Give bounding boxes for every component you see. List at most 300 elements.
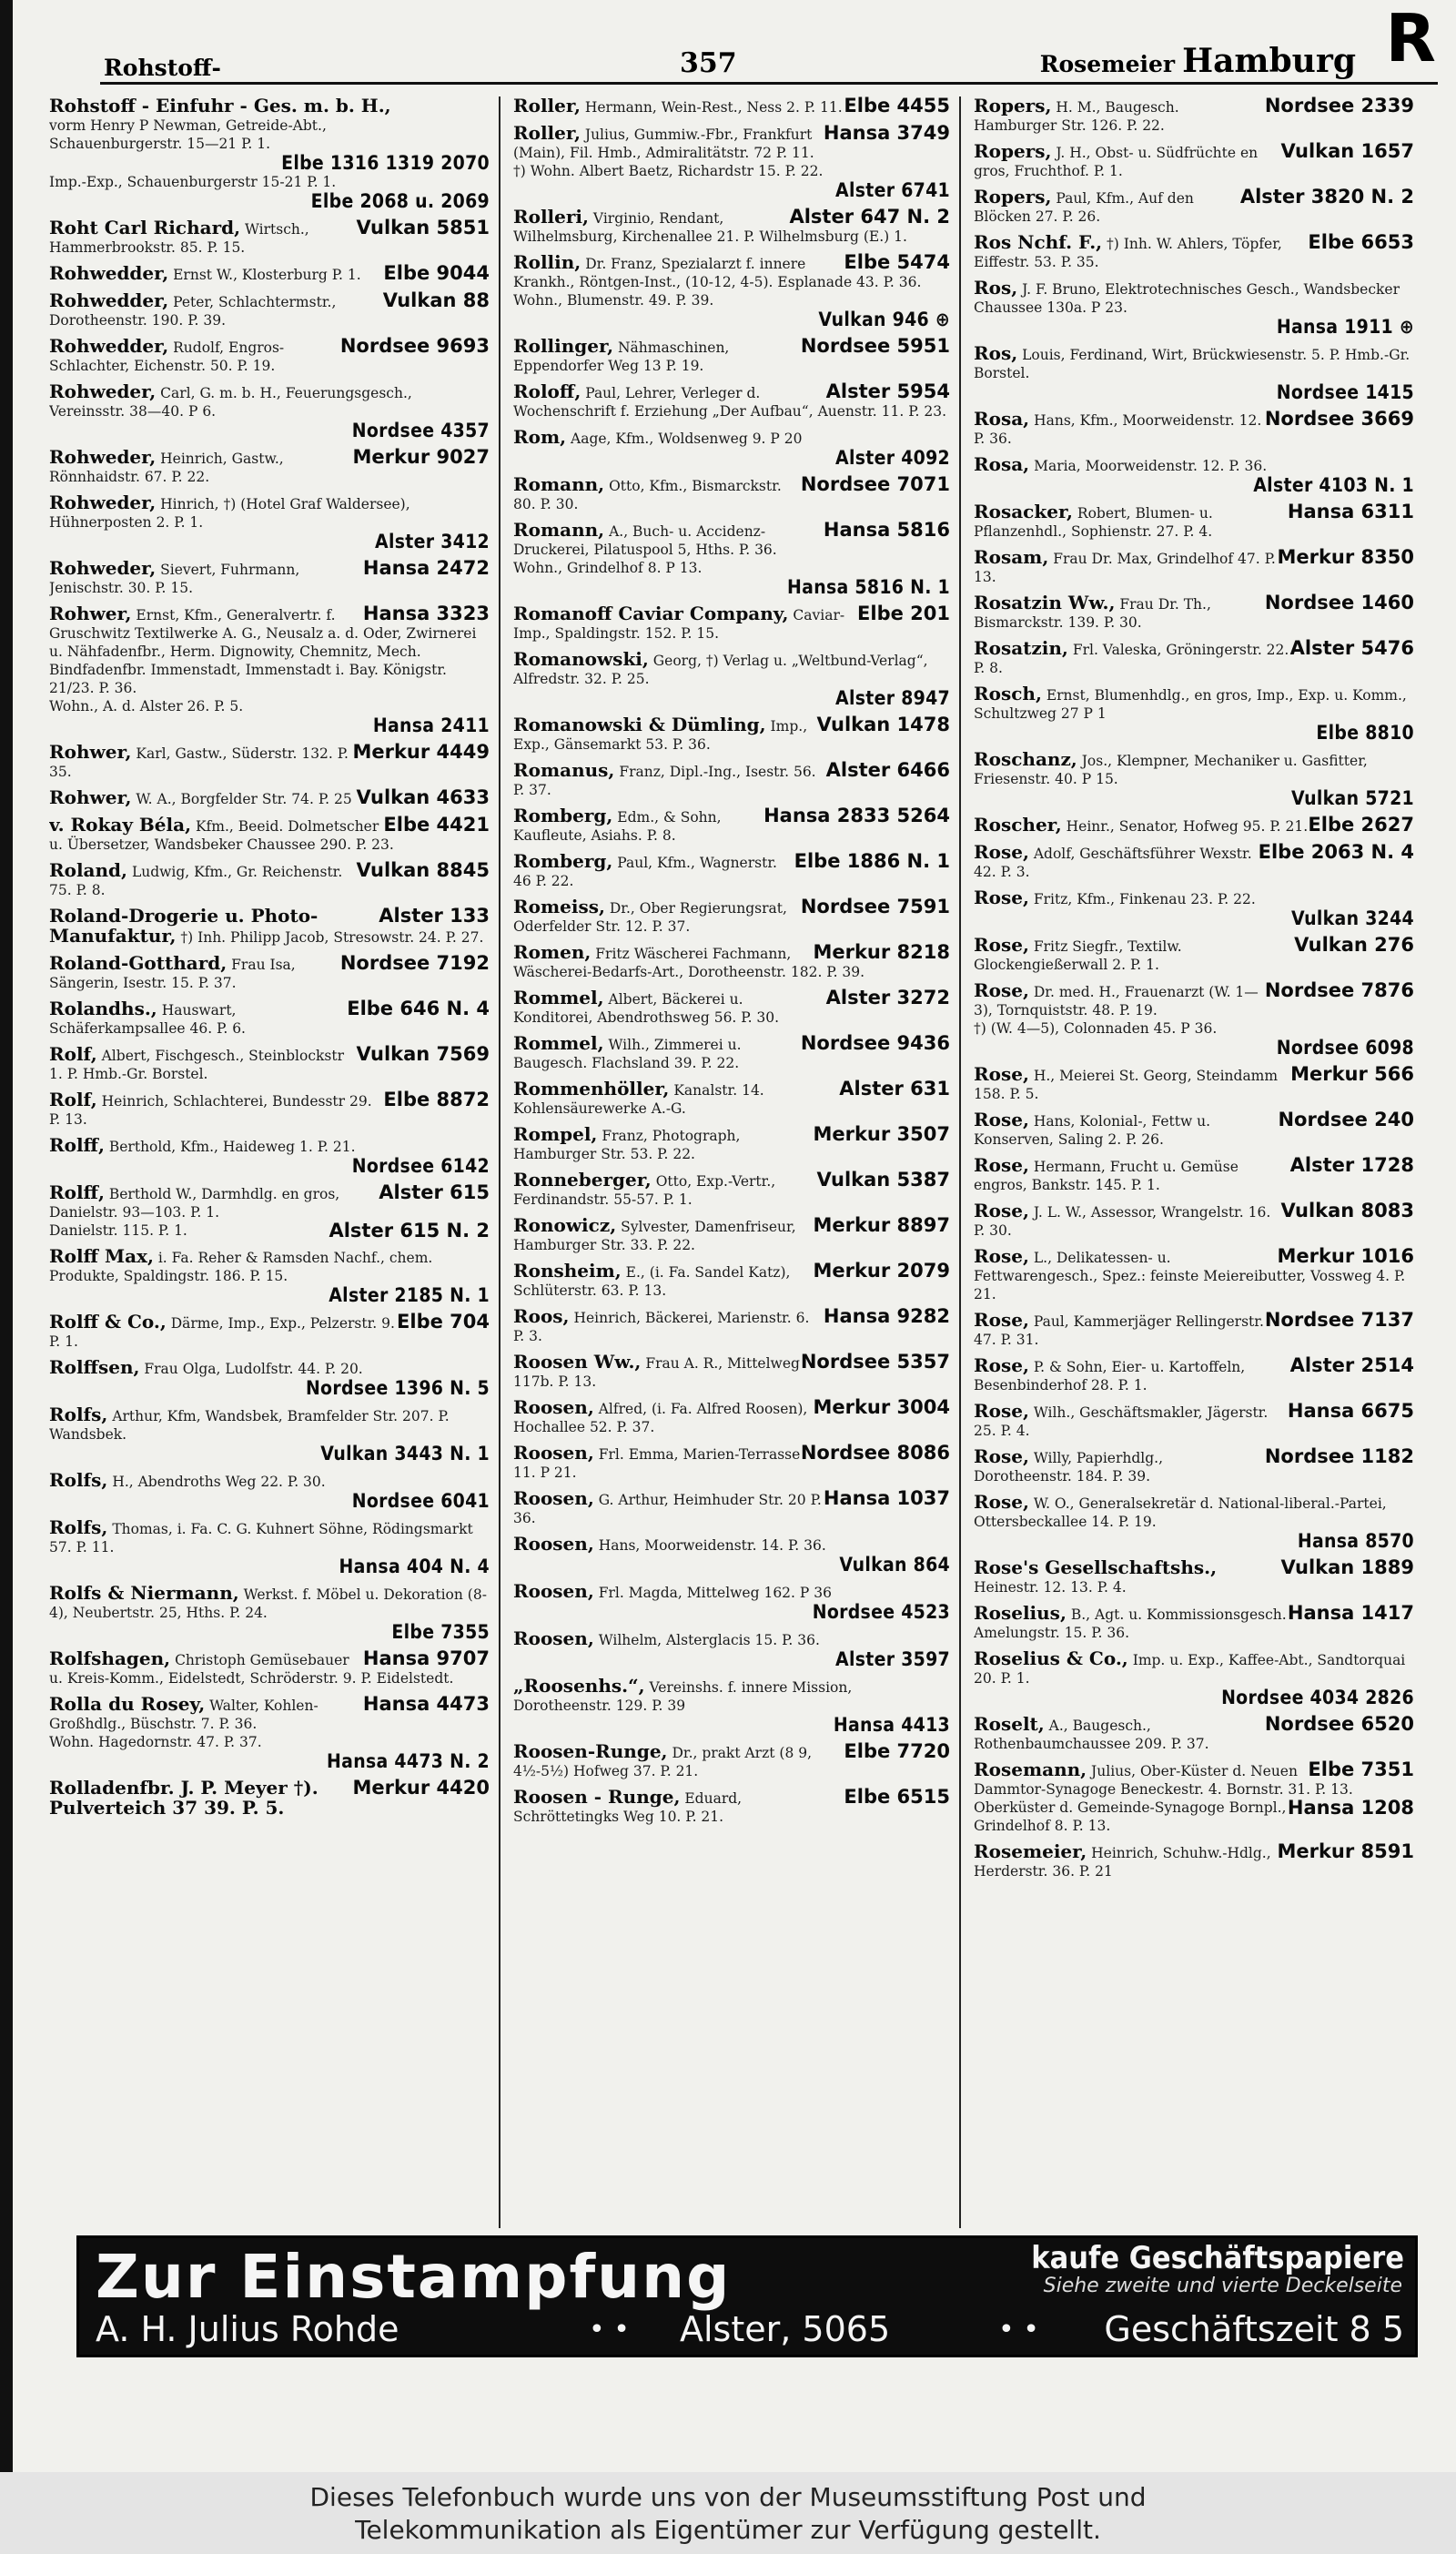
entry-name: Roosen, xyxy=(513,1582,594,1602)
entry-text: Alster 1728 Rose, Hermann, Frucht u. Gemüse engros, Bankstr. 145. P. 1. xyxy=(974,1156,1414,1193)
entry-name: Rose, xyxy=(974,1156,1029,1176)
entry-text: Elbe 5474 Rollin, Dr. Franz, Spezialarzt f. innere Krankh., Röntgen-Inst., (10-12, 4-5). Esplanade 43. P. 36. xyxy=(513,253,950,290)
entry-text: Nordsee 240 Rose, Hans, Kolonial-, Fettw u. Konserven, Saling 2. P. 26. xyxy=(974,1110,1414,1148)
entry-text: „Roosenhs.“, Vereinshs. f. innere Mission, Dorotheenstr. 129. P. 39 xyxy=(513,1677,853,1714)
entry-name: Rose, xyxy=(974,1311,1029,1331)
directory-entry xyxy=(49,1312,490,1351)
directory-entry xyxy=(974,1201,1414,1240)
directory-page xyxy=(13,0,1456,2472)
entry-name: Rolffsen, xyxy=(49,1358,140,1378)
entry-text: Hansa 6675 Rose, Wilh., Geschäftsmakler, Jägerstr. 25. P. 4. xyxy=(974,1402,1414,1439)
entry-text: Rom, Aage, Kfm., Woldsenweg 9. P 20 xyxy=(513,428,803,448)
ad-separator-dots: • • xyxy=(998,2314,1039,2346)
entry-phone: Alster 8947 xyxy=(835,688,950,708)
listing-column-2 xyxy=(499,96,961,2228)
directory-entry xyxy=(513,1582,950,1622)
directory-entry xyxy=(513,806,950,845)
entry-text: Hansa 6311 Rosacker, Robert, Blumen- u. Pflanzenhdl., Sophienstr. 27. P. 4. xyxy=(974,502,1414,540)
entry-text: Nordsee 7071 Romann, Otto, Kfm., Bismarckstr. 80. P. 30. xyxy=(513,475,950,512)
entry-text: Elbe 9044 Rohwedder, Ernst W., Klosterburg P. 1. xyxy=(49,264,490,284)
entry-text: Roselius & Co., Imp. u. Exp., Kaffee-Abt., Sandtorquai 20. P. 1. xyxy=(974,1649,1406,1687)
entry-text: Vulkan 5851 Roht Carl Richard, Wirtsch., Hammerbrookstr. 85. P. 15. xyxy=(49,218,490,256)
entry-phone: Merkur 4449 xyxy=(352,743,490,763)
entry-detail: †) Wohn. Albert Baetz, Richardstr 15. P. 22. xyxy=(513,163,824,179)
entry-phone: Alster 4092 xyxy=(835,448,950,468)
entry-phone: Elbe 7720 xyxy=(844,1742,950,1762)
entry-phone: Nordsee 6520 xyxy=(1264,1715,1414,1735)
entry-phone: Nordsee 6041 xyxy=(351,1491,490,1511)
entry-text: Rose, W. O., Generalsekretär d. National-liberal.-Partei, Ottersbeckallee 14. P. 19. xyxy=(974,1493,1387,1530)
entry-phone: Elbe 7351 xyxy=(1308,1760,1414,1780)
entry-phone: Nordsee 4357 xyxy=(351,421,490,441)
entry-phone: Nordsee 4523 xyxy=(812,1602,950,1622)
entry-phone: Nordsee 5951 xyxy=(800,337,950,357)
entry-text: Ros, J. F. Bruno, Elektrotechnisches Gesch., Wandsbecker Chaussee 130a. P 23. xyxy=(974,279,1400,316)
entry-name: Rose's Gesellschaftshs., xyxy=(974,1558,1218,1578)
page-header xyxy=(13,0,1456,84)
entry-phone: Merkur 8218 xyxy=(813,943,950,963)
directory-entry xyxy=(49,1183,490,1240)
entry-text: Alster 133 Roland-Drogerie u. Photo-Manufaktur, †) Inh. Philipp Jacob, Stresowstr. 24. P. 27. xyxy=(49,907,490,947)
entry-name: Rose, xyxy=(974,981,1029,1001)
entry-detail: Schauenburgerstr. 15—21 P. 1. xyxy=(49,136,271,152)
directory-entry xyxy=(49,1405,490,1464)
directory-entry xyxy=(513,253,950,329)
footer-line-2: Telekommunikation als Eigentümer zur Verfügung gestellt. xyxy=(355,2515,1101,2545)
entry-phone: Nordsee 2339 xyxy=(1264,96,1414,117)
entry-name: Rosch, xyxy=(974,684,1042,704)
entry-text: Alster 615 Rolff, Berthold W., Darmhdlg. en gros, Danielstr. 93—103. P. 1. xyxy=(49,1183,490,1221)
entry-phone: Alster 6741 xyxy=(835,180,950,200)
entry-phone: Elbe 2063 N. 4 xyxy=(1258,843,1414,863)
entry-name: Rommel, xyxy=(513,988,604,1008)
entry-phone: Merkur 9027 xyxy=(352,448,490,468)
entry-phone: Elbe 7355 xyxy=(391,1622,490,1642)
entry-detail: Wohn., Blumenstr. 49. P. 39. xyxy=(513,292,714,309)
entry-phone: Vulkan 8845 xyxy=(356,861,490,881)
entry-text: Roschanz, Jos., Klempner, Mechaniker u. Gasfitter, Friesenstr. 40. P 15. xyxy=(974,750,1368,787)
entry-text: Elbe 1886 N. 1 Romberg, Paul, Kfm., Wagnerstr. 46 P. 22. xyxy=(513,852,950,889)
entry-text: Rolfs, Arthur, Kfm, Wandsbek, Bramfelder Str. 207. P. Wandsbek. xyxy=(49,1405,450,1443)
directory-entry xyxy=(513,988,950,1027)
entry-phone: Hansa 1208 xyxy=(1287,1799,1414,1819)
directory-entry xyxy=(49,604,490,735)
entry-phone: Merkur 3507 xyxy=(813,1125,950,1145)
entry-phone: Vulkan 1889 xyxy=(1280,1558,1414,1578)
entry-name: Ronowicz, xyxy=(513,1216,617,1236)
directory-entry xyxy=(974,1402,1414,1440)
entry-name: Romberg, xyxy=(513,806,613,826)
entry-phone: Hansa 9707 xyxy=(362,1649,490,1669)
entry-phone: Elbe 5474 xyxy=(844,253,950,273)
directory-entry xyxy=(974,455,1414,495)
entry-text: Merkur 8350 Rosam, Frau Dr. Max, Grindelhof 47. P. 13. xyxy=(974,548,1414,585)
entry-name: Roosen-Runge, xyxy=(513,1742,668,1762)
listing-column-3 xyxy=(961,96,1423,2228)
entry-phone: Hansa 4473 N. 2 xyxy=(327,1751,490,1771)
entry-text: Alster 5954 Roloff, Paul, Lehrer, Verleger d. Wochenschrift f. Erziehung „Der Aufbau“, Auenstr. 11. P. 23. xyxy=(513,382,950,420)
entry-name: Roosen, xyxy=(513,1629,594,1649)
entry-phone: Nordsee 7071 xyxy=(800,475,950,495)
entry-name: Ropers, xyxy=(974,187,1052,208)
directory-entry xyxy=(974,888,1414,928)
entry-phone: Nordsee 9436 xyxy=(800,1034,950,1054)
ad-phone: Alster, 5065 xyxy=(680,2309,891,2349)
entry-phone: Alster 647 N. 2 xyxy=(789,208,950,228)
entry-name: Rohwer, xyxy=(49,788,132,808)
entry-text: Nordsee 9693 Rohwedder, Rudolf, Engros-Schlachter, Eichenstr. 50. P. 19. xyxy=(49,337,490,374)
directory-entry xyxy=(513,1489,950,1527)
entry-name: Rose, xyxy=(974,1110,1029,1130)
entry-phone: Elbe 6515 xyxy=(844,1788,950,1808)
directory-entry xyxy=(513,852,950,890)
entry-detail: Wohn., Grindelhof 8. P 13. xyxy=(513,560,703,576)
entry-name: Roosen - Runge, xyxy=(513,1788,681,1808)
directory-entry xyxy=(974,750,1414,808)
entry-name: Roscher, xyxy=(974,816,1062,836)
directory-entry xyxy=(974,1156,1414,1194)
entry-phone: Vulkan 3244 xyxy=(1290,908,1414,928)
entry-name: Roselius & Co., xyxy=(974,1649,1128,1669)
entry-text: Nordsee 8086 Roosen, Frl. Emma, Marien-Terrasse 11. P 21. xyxy=(513,1444,950,1481)
entry-text: Hansa 2472 Rohweder, Sievert, Fuhrmann, Jenischstr. 30. P. 15. xyxy=(49,559,490,596)
entry-name: Rohweder, xyxy=(49,559,157,579)
directory-entry xyxy=(974,1649,1414,1708)
entry-phone: Merkur 2079 xyxy=(813,1262,950,1282)
entry-name: Rohwer, xyxy=(49,743,132,763)
entry-text: Vulkan 8845 Roland, Ludwig, Kfm., Gr. Reichenstr. 75. P. 8. xyxy=(49,861,490,898)
entry-phone: Nordsee 7192 xyxy=(339,954,490,974)
entry-name: Rose, xyxy=(974,1356,1029,1376)
entry-phone: Nordsee 7876 xyxy=(1264,981,1414,1001)
entry-detail: Imp.-Exp., Schauenburgerstr 15-21 P. 1. xyxy=(49,174,337,190)
header-right xyxy=(1040,42,1356,80)
directory-entry xyxy=(49,493,490,552)
entry-text: Nordsee 7137 Rose, Paul, Kammerjäger Rellingerstr. 47. P. 31. xyxy=(974,1311,1414,1348)
entry-text: Elbe 7720 Roosen-Runge, Dr., prakt Arzt (8 9, 4½-5½) Hofweg 37. P. 21. xyxy=(513,1742,950,1779)
entry-name: Ropers, xyxy=(974,142,1052,162)
entry-phone: Nordsee 7137 xyxy=(1264,1311,1414,1331)
entry-text: Elbe 2063 N. 4 Rose, Adolf, Geschäftsführer Wexstr. 42. P. 3. xyxy=(974,843,1414,880)
entry-text: Elbe 4455 Roller, Hermann, Wein-Rest., Ness 2. P. 11. xyxy=(513,96,950,117)
directory-entry xyxy=(49,999,490,1038)
advertisement-banner xyxy=(76,2235,1418,2357)
entry-text: Nordsee 7192 Roland-Gotthard, Frau Isa, Sängerin, Isestr. 15. P. 37. xyxy=(49,954,490,991)
entry-phone: Hansa 9282 xyxy=(823,1307,950,1327)
entry-phone: Alster 5954 xyxy=(825,382,950,402)
entry-text xyxy=(49,96,490,117)
directory-entry xyxy=(974,502,1414,541)
directory-entry xyxy=(513,1677,950,1735)
entry-phone: Elbe 201 xyxy=(857,604,950,624)
entry-phone: Nordsee 9693 xyxy=(339,337,490,357)
directory-entry xyxy=(513,1034,950,1072)
entry-text: Nordsee 9436 Rommel, Wilh., Zimmerei u. Baugesch. Flachsland 39. P. 22. xyxy=(513,1034,950,1071)
directory-entry xyxy=(513,1629,950,1669)
entry-name: v. Rokay Béla, xyxy=(49,816,192,836)
directory-entry xyxy=(974,279,1414,337)
entry-phone: Elbe 1886 N. 1 xyxy=(794,852,950,872)
ad-subtagline: Siehe zweite und vierte Deckelseite xyxy=(1043,2275,1402,2297)
directory-entry xyxy=(49,1136,490,1176)
entry-phone: Elbe 4455 xyxy=(844,96,950,117)
entry-phone: Alster 4103 N. 1 xyxy=(1253,475,1414,495)
entry-phone: Hansa 4413 xyxy=(833,1715,950,1735)
entry-name: Romanus, xyxy=(513,761,615,781)
entry-phone: Nordsee 3669 xyxy=(1264,410,1414,430)
entry-name: Rolff, xyxy=(49,1183,105,1203)
entry-text: Rolff Max, i. Fa. Reher & Ramsden Nachf., chem. Produkte, Spaldingstr. 186. P. 15. xyxy=(49,1247,433,1284)
directory-entry xyxy=(974,1493,1414,1551)
entry-phone: Alster 6466 xyxy=(825,761,950,781)
entry-detail: Wohn. Hagedornstr. 47. P. 37. xyxy=(49,1734,262,1750)
entry-name: Ronsheim, xyxy=(513,1262,622,1282)
directory-entry xyxy=(974,410,1414,448)
directory-entry xyxy=(974,816,1414,836)
directory-entry xyxy=(974,593,1414,632)
entry-name: Rolf, xyxy=(49,1045,97,1065)
entry-phone: Hansa 5816 xyxy=(823,521,950,541)
listing-columns xyxy=(36,96,1423,2228)
directory-entry xyxy=(513,897,950,936)
entry-name: Rohstoff - Einfuhr - Ges. m. b. H., xyxy=(49,96,391,117)
entry-name: Roschanz, xyxy=(974,750,1077,770)
ad-tagline: kaufe Geschäftspapiere xyxy=(1031,2240,1404,2276)
directory-entry xyxy=(974,1558,1414,1596)
directory-entry xyxy=(49,291,490,329)
header-city: Hamburg xyxy=(1182,42,1356,80)
entry-text: Elbe 2627 Roscher, Heinr., Senator, Hofweg 95. P. 21. xyxy=(974,816,1414,836)
entry-text: Rose, Fritz, Kfm., Finkenau 23. P. 22. xyxy=(974,888,1256,908)
entry-text: Vulkan 1657 Ropers, J. H., Obst- u. Südfrüchte en gros, Fruchthof. P. 1. xyxy=(974,142,1414,179)
entry-name: Rolfs & Niermann, xyxy=(49,1584,239,1604)
entry-text: Alster 647 N. 2 Rolleri, Virginio, Rendant, Wilhelmsburg, Kirchenallee 21. P. Wilhelmsburg (E.) 1. xyxy=(513,208,950,245)
entry-text: Elbe 4421 v. Rokay Béla, Kfm., Beeid. Dolmetscher u. Übersetzer, Wandsbeker Chaussee 290. P. 23. xyxy=(49,816,490,853)
entry-phone: Alster 133 xyxy=(379,907,490,927)
entry-name: Rosam, xyxy=(974,548,1049,568)
entry-phone: Hansa 3749 xyxy=(823,124,950,144)
entry-name: Rolfs, xyxy=(49,1518,108,1538)
entry-name: Rohwedder, xyxy=(49,264,169,284)
entry-name: Rolleri, xyxy=(513,208,589,228)
ad-hours: Geschäftszeit 8 5 xyxy=(1104,2309,1404,2349)
entry-text: Elbe 7351 Rosemann, Julius, Ober-Küster d. Neuen Dammtor-Synagoge Beneckestr. 4. Bornstr. 31. P. 13. xyxy=(974,1760,1414,1798)
entry-phone: Nordsee 1396 N. 5 xyxy=(305,1378,490,1398)
directory-entry xyxy=(974,843,1414,881)
directory-entry xyxy=(974,233,1414,271)
directory-entry xyxy=(974,981,1414,1058)
entry-name: Rolff & Co., xyxy=(49,1312,167,1333)
entry-phone: Vulkan 5387 xyxy=(816,1171,950,1191)
entry-phone: Nordsee 7591 xyxy=(800,897,950,917)
entry-phone: Hansa 6311 xyxy=(1287,502,1414,522)
entry-text: Alster 631 Rommenhöller, Kanalstr. 14. Kohlensäurewerke A.-G. xyxy=(513,1079,950,1117)
entry-phone: Hansa 5816 N. 1 xyxy=(787,577,950,597)
entry-text: Nordsee 3669 Rosa, Hans, Kfm., Moorweidenstr. 12. P. 36. xyxy=(974,410,1414,447)
entry-text: Alster 5476 Rosatzin, Frl. Valeska, Gröningerstr. 22. P. 8. xyxy=(974,639,1414,676)
directory-entry xyxy=(513,1535,950,1575)
entry-text: Hansa 9282 Roos, Heinrich, Bäckerei, Marienstr. 6. P. 3. xyxy=(513,1307,950,1344)
entry-name: Rose, xyxy=(974,1447,1029,1467)
entry-text: Rohweder, Carl, G. m. b. H., Feuerungsgesch., Vereinsstr. 38—40. P 6. xyxy=(49,382,412,420)
directory-entry xyxy=(513,1444,950,1482)
directory-entry xyxy=(49,743,490,781)
header-rule xyxy=(100,82,1438,85)
entry-phone: Alster 615 N. 2 xyxy=(329,1221,490,1240)
entry-name: Ros Nchf. F., xyxy=(974,233,1103,253)
entry-name: Rohwedder, xyxy=(49,291,169,311)
directory-entry xyxy=(974,96,1414,135)
entry-text: Vulkan 1889 Rose's Gesellschaftshs., Heinestr. 12. 13. P. 4. xyxy=(974,1558,1414,1596)
entry-name: Rohweder, xyxy=(49,493,157,513)
entry-text: Nordsee 7591 Romeiss, Dr., Ober Regierungsrat, Oderfelder Str. 12. P. 37. xyxy=(513,897,950,935)
entry-name: Rose, xyxy=(974,936,1029,956)
entry-name: Romen, xyxy=(513,943,592,963)
entry-phone: Hansa 6675 xyxy=(1287,1402,1414,1422)
directory-entry xyxy=(49,1358,490,1398)
entry-text: Alster 2514 Rose, P. & Sohn, Eier- u. Kartoffeln, Besenbinderhof 28. P. 1. xyxy=(974,1356,1414,1394)
entry-name: Romberg, xyxy=(513,852,613,872)
directory-entry xyxy=(513,337,950,375)
entry-phone: Elbe 8872 xyxy=(383,1090,490,1110)
entry-text: Vulkan 7569 Rolf, Albert, Fischgesch., Steinblockstr 1. P. Hmb.-Gr. Borstel. xyxy=(49,1045,490,1082)
directory-entry xyxy=(974,548,1414,586)
entry-text: Vulkan 8083 Rose, J. L. W., Assessor, Wrangelstr. 16. P. 30. xyxy=(974,1201,1414,1239)
entry-name: Rohwedder, xyxy=(49,337,169,357)
entry-phone: Hansa 2472 xyxy=(362,559,490,579)
entry-phone: Elbe 6653 xyxy=(1308,233,1414,253)
entry-phone: Vulkan 276 xyxy=(1294,936,1414,956)
entry-phone: Nordsee 1460 xyxy=(1264,593,1414,613)
directory-entry xyxy=(513,1788,950,1826)
entry-text: Elbe 201 Romanoff Caviar Company, Caviar-Imp., Spaldingstr. 152. P. 15. xyxy=(513,604,950,642)
entry-text: Hansa 5816 Romann, A., Buch- u. Accidenz-Druckerei, Pilatuspool 5, Hths. P. 36. xyxy=(513,521,950,558)
entry-name: Ronneberger, xyxy=(513,1171,652,1191)
directory-entry xyxy=(974,344,1414,402)
directory-entry xyxy=(49,1045,490,1083)
directory-entry xyxy=(974,1715,1414,1753)
entry-phone: Alster 3412 xyxy=(375,532,490,552)
entry-name: Rohweder, xyxy=(49,448,157,468)
entry-text: Merkur 3004 Roosen, Alfred, (i. Fa. Alfred Roosen), Hochallee 52. P. 37. xyxy=(513,1398,950,1435)
directory-entry xyxy=(49,382,490,441)
entry-text: Elbe 646 N. 4 Rolandhs., Hauswart, Schäferkampsallee 46. P. 6. xyxy=(49,999,490,1037)
entry-phone: Alster 2185 N. 1 xyxy=(329,1285,490,1305)
directory-entry xyxy=(513,943,950,981)
entry-phone: Merkur 3004 xyxy=(813,1398,950,1418)
entry-name: Rommel, xyxy=(513,1034,604,1054)
entry-name: Roloff, xyxy=(513,382,581,402)
directory-entry xyxy=(513,1742,950,1780)
directory-entry xyxy=(974,1110,1414,1149)
entry-name: Roselt, xyxy=(974,1715,1045,1735)
entry-name: Rolfs, xyxy=(49,1405,108,1425)
directory-entry xyxy=(974,1065,1414,1103)
entry-phone: Elbe 4421 xyxy=(383,816,490,836)
directory-entry xyxy=(49,861,490,899)
directory-entry xyxy=(513,650,950,708)
entry-phone: Vulkan 5721 xyxy=(1290,788,1414,808)
entry-phone: Alster 5476 xyxy=(1289,639,1414,659)
directory-entry xyxy=(513,604,950,643)
entry-text: Rolfs, Thomas, i. Fa. C. G. Kuhnert Söhne, Rödingsmarkt 57. P. 11. xyxy=(49,1518,473,1556)
entry-name: Rosa, xyxy=(974,410,1030,430)
entry-text: Romanowski, Georg, †) Verlag u. „Weltbund-Verlag“, Alfredstr. 32. P. 25. xyxy=(513,650,928,687)
entry-phone: Hansa 2411 xyxy=(372,715,490,735)
entry-phone: Elbe 2627 xyxy=(1308,816,1414,836)
entry-phone: Nordsee 8086 xyxy=(800,1444,950,1464)
entry-name: Rose, xyxy=(974,1247,1029,1267)
directory-entry xyxy=(513,428,950,468)
entry-phone: Nordsee 240 xyxy=(1278,1110,1414,1130)
directory-entry xyxy=(49,1090,490,1129)
entry-phone: Nordsee 4034 2826 xyxy=(1221,1687,1414,1708)
directory-entry xyxy=(974,1842,1414,1880)
entry-name: Rollinger, xyxy=(513,337,614,357)
directory-entry xyxy=(49,337,490,375)
entry-phone: Hansa 3323 xyxy=(362,604,490,624)
entry-text: Nordsee 7876 Rose, Dr. med. H., Frauenarzt (W. 1—3), Tornquiststr. 48. P. 19. xyxy=(974,981,1414,1019)
entry-text: Hansa 1037 Roosen, G. Arthur, Heimhuder Str. 20 P. 36. xyxy=(513,1489,950,1526)
entry-detail: vorm Henry P Newman, Getreide-Abt., xyxy=(49,117,327,134)
entry-name: Rose, xyxy=(974,1493,1029,1513)
directory-entry xyxy=(49,96,490,211)
entry-phone: Hansa 404 N. 4 xyxy=(339,1556,490,1576)
entry-text: Hansa 2833 5264 Romberg, Edm., & Sohn, Kaufleute, Asiahs. P. 8. xyxy=(513,806,950,844)
entry-name: Rompel, xyxy=(513,1125,598,1145)
entry-phone: Elbe 2068 u. 2069 xyxy=(310,191,490,211)
entry-phone: Alster 3820 N. 2 xyxy=(1239,187,1414,208)
entry-phone: Elbe 1316 1319 2070 xyxy=(281,153,490,173)
entry-phone: Merkur 8897 xyxy=(813,1216,950,1236)
entry-phone: Elbe 646 N. 4 xyxy=(347,999,490,1019)
entry-text: Vulkan 88 Rohwedder, Peter, Schlachtermstr., Dorotheenstr. 190. P. 39. xyxy=(49,291,490,329)
entry-text: Rosa, Maria, Moorweidenstr. 12. P. 36. xyxy=(974,455,1268,475)
entry-text: Hansa 3749 Roller, Julius, Gummiw.-Fbr., Frankfurt (Main), Fil. Hmb., Admiralitätstr. 72 P. 11. xyxy=(513,124,950,161)
entry-phone: Vulkan 946 ⊕ xyxy=(818,309,950,329)
entry-phone: Elbe 704 xyxy=(397,1312,490,1333)
entry-name: Rolladenfbr. J. P. Meyer †). Pulverteich 37 39. P. 5. xyxy=(49,1779,318,1819)
directory-entry xyxy=(513,1353,950,1391)
entry-phone: Merkur 566 xyxy=(1290,1065,1414,1085)
entry-name: Rosacker, xyxy=(974,502,1073,522)
page-number: 357 xyxy=(680,47,737,79)
entry-text: Merkur 9027 Rohweder, Heinrich, Gastw., Rönnhaidstr. 67. P. 22. xyxy=(49,448,490,485)
entry-text: Hansa 9707 Rolfshagen, Christoph Gemüsebauer u. Kreis-Komm., Eidelstedt, Schröderstr. 9. P. Eidelstedt. xyxy=(49,1649,490,1687)
entry-name: Rosa, xyxy=(974,455,1030,475)
entry-name: Ros, xyxy=(974,344,1018,364)
directory-entry xyxy=(513,1125,950,1163)
entry-phone: Vulkan 4633 xyxy=(356,788,490,808)
entry-phone: Nordsee 6142 xyxy=(351,1156,490,1176)
entry-phone: Hansa 4473 xyxy=(362,1695,490,1715)
entry-detail: †) (W. 4—5), Colonnaden 45. P 36. xyxy=(974,1020,1218,1037)
directory-entry xyxy=(513,715,950,754)
entry-text: Merkur 4449 Rohwer, Karl, Gastw., Süderstr. 132. P. 35. xyxy=(49,743,490,780)
archive-footer xyxy=(0,2472,1456,2554)
directory-entry xyxy=(513,208,950,246)
entry-text: Elbe 704 Rolff & Co., Därme, Imp., Exp., Pelzerstr. 9. P. 1. xyxy=(49,1312,490,1350)
entry-name: Romanowski, xyxy=(513,650,649,670)
entry-text: Vulkan 5387 Ronneberger, Otto, Exp.-Vertr., Ferdinandstr. 55-57. P. 1. xyxy=(513,1171,950,1208)
entry-name: Ros, xyxy=(974,279,1018,299)
entry-name: Roosen Ww., xyxy=(513,1353,642,1373)
entry-name: Ropers, xyxy=(974,96,1052,117)
entry-text: Vulkan 4633 Rohwer, W. A., Borgfelder Str. 74. P. 25 xyxy=(49,788,490,808)
directory-entry xyxy=(974,639,1414,677)
entry-name: Rosatzin Ww., xyxy=(974,593,1116,613)
directory-entry xyxy=(513,1307,950,1345)
